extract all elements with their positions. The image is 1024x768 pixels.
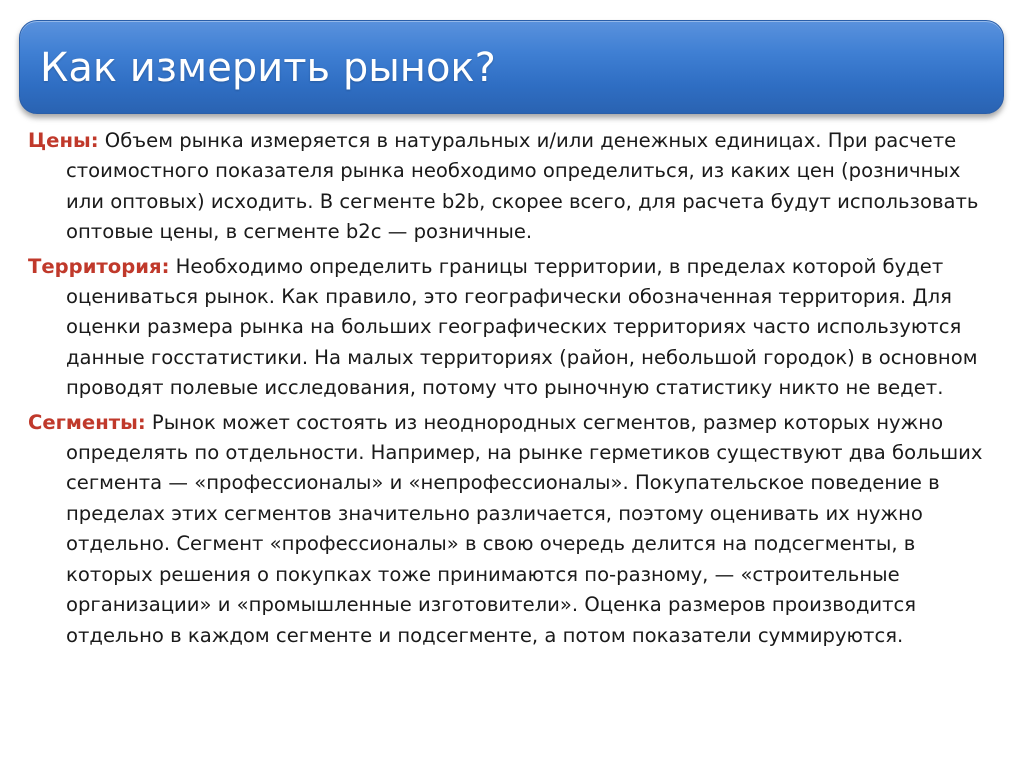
term-segments: Сегменты:	[28, 410, 146, 434]
slide-title: Как измерить рынок?	[40, 45, 496, 91]
paragraph-segments	[28, 408, 998, 651]
term-prices: Цены:	[28, 129, 99, 152]
paragraph-territory-text: Необходимо определить границы территории, в пределах которой будет оцениваться рынок. Как правило, это географически обозначенная территория. Для оценки размера рынка на больших географических территориях часто используются данные госстатистики. На малых территориях (район, небольшой городок) в основном проводят полевые исследования, потому что рыночную статистику никто не ведет.	[66, 254, 978, 400]
paragraph-prices	[28, 126, 998, 248]
slide-body	[28, 126, 998, 655]
paragraph-segments-text: Рынок может состоять из неоднородных сегментов, размер которых нужно определять по отдельности. Например, на рынке герметиков существуют два больших сегмента — «профессионалы» и «непрофессионалы». Покупательское поведение в пределах этих сегментов значительно различается, поэтому оценивать их нужно отдельно. Сегмент «профессионалы» в свою очередь делится на подсегменты, в которых решения о покупках тоже принимаются по-разному, — «строительные организации» и «промышленные изготовители». Оценка размеров производится отдельно в каждом сегменте и подсегменте, а потом показатели суммируются.	[66, 410, 983, 647]
paragraph-prices-text: Объем рынка измеряется в натуральных и/или денежных единицах. При расчете стоимостного показателя рынка необходимо определиться, из каких цен (розничных или оптовых) исходить. В сегменте b2b, скорее всего, для расчета будут использовать оптовые цены, в сегменте b2c — розничные.	[66, 129, 979, 244]
title-bar	[19, 20, 1004, 114]
paragraph-territory	[28, 252, 998, 404]
term-territory: Территория:	[28, 254, 170, 278]
